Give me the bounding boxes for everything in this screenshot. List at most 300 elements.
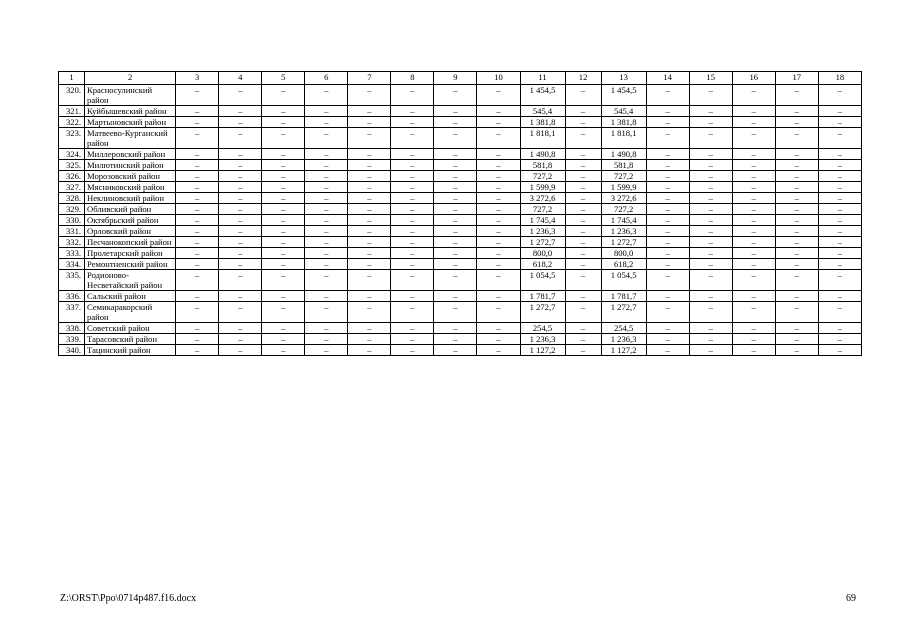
value-cell: – bbox=[565, 302, 601, 323]
value-cell: – bbox=[348, 215, 391, 226]
district-name-cell: Орловский район bbox=[85, 226, 176, 237]
value-cell: – bbox=[732, 85, 775, 106]
value-cell: – bbox=[818, 215, 861, 226]
value-cell: – bbox=[565, 345, 601, 356]
table-row bbox=[59, 215, 862, 226]
value-cell: – bbox=[219, 106, 262, 117]
value-cell: – bbox=[818, 291, 861, 302]
value-cell: – bbox=[305, 149, 348, 160]
row-number-cell: 331. bbox=[59, 226, 85, 237]
value-cell: – bbox=[775, 345, 818, 356]
value-cell: – bbox=[262, 302, 305, 323]
table-row bbox=[59, 149, 862, 160]
value-cell: 254,5 bbox=[601, 323, 646, 334]
value-cell: – bbox=[305, 334, 348, 345]
value-cell: – bbox=[818, 193, 861, 204]
value-cell: 581,8 bbox=[601, 160, 646, 171]
value-cell: 1 454,5 bbox=[520, 85, 565, 106]
value-cell: – bbox=[775, 204, 818, 215]
value-cell: – bbox=[305, 248, 348, 259]
column-number-cell: 13 bbox=[601, 72, 646, 85]
value-cell: – bbox=[646, 106, 689, 117]
value-cell: – bbox=[818, 182, 861, 193]
value-cell: – bbox=[305, 345, 348, 356]
value-cell: – bbox=[348, 323, 391, 334]
value-cell: – bbox=[646, 226, 689, 237]
table-row bbox=[59, 226, 862, 237]
column-number-cell: 2 bbox=[85, 72, 176, 85]
value-cell: – bbox=[646, 85, 689, 106]
value-cell: – bbox=[565, 171, 601, 182]
value-cell: – bbox=[391, 323, 434, 334]
value-cell: – bbox=[305, 117, 348, 128]
value-cell: 800,0 bbox=[601, 248, 646, 259]
row-number-cell: 334. bbox=[59, 259, 85, 270]
table-row bbox=[59, 248, 862, 259]
table-row bbox=[59, 204, 862, 215]
value-cell: – bbox=[818, 85, 861, 106]
value-cell: – bbox=[262, 117, 305, 128]
value-cell: 727,2 bbox=[520, 171, 565, 182]
row-number-cell: 337. bbox=[59, 302, 85, 323]
value-cell: – bbox=[732, 215, 775, 226]
value-cell: – bbox=[689, 270, 732, 291]
value-cell: – bbox=[434, 193, 477, 204]
value-cell: – bbox=[262, 291, 305, 302]
value-cell: – bbox=[477, 117, 520, 128]
value-cell: – bbox=[305, 193, 348, 204]
value-cell: 727,2 bbox=[601, 204, 646, 215]
value-cell: – bbox=[348, 302, 391, 323]
value-cell: – bbox=[689, 149, 732, 160]
value-cell: – bbox=[176, 215, 219, 226]
value-cell: – bbox=[219, 270, 262, 291]
table-row bbox=[59, 237, 862, 248]
district-name-cell: Ремонтненский район bbox=[85, 259, 176, 270]
district-name-cell: Милютинский район bbox=[85, 160, 176, 171]
value-cell: – bbox=[219, 302, 262, 323]
value-cell: – bbox=[348, 345, 391, 356]
value-cell: – bbox=[262, 128, 305, 149]
value-cell: – bbox=[646, 302, 689, 323]
value-cell: – bbox=[477, 160, 520, 171]
value-cell: – bbox=[305, 226, 348, 237]
value-cell: – bbox=[391, 215, 434, 226]
value-cell: – bbox=[775, 291, 818, 302]
value-cell: – bbox=[565, 334, 601, 345]
value-cell: – bbox=[176, 334, 219, 345]
column-number-cell: 8 bbox=[391, 72, 434, 85]
value-cell: – bbox=[565, 237, 601, 248]
column-number-cell: 11 bbox=[520, 72, 565, 85]
value-cell: – bbox=[219, 237, 262, 248]
table-row bbox=[59, 85, 862, 106]
value-cell: – bbox=[391, 259, 434, 270]
district-name-cell: Куйбышевский район bbox=[85, 106, 176, 117]
value-cell: 1 236,3 bbox=[520, 226, 565, 237]
value-cell: – bbox=[391, 237, 434, 248]
table-row bbox=[59, 323, 862, 334]
value-cell: 545,4 bbox=[601, 106, 646, 117]
value-cell: – bbox=[305, 237, 348, 248]
table-row bbox=[59, 345, 862, 356]
value-cell: – bbox=[348, 204, 391, 215]
value-cell: – bbox=[646, 193, 689, 204]
value-cell: – bbox=[689, 345, 732, 356]
value-cell: – bbox=[348, 171, 391, 182]
value-cell: – bbox=[262, 85, 305, 106]
value-cell: – bbox=[391, 106, 434, 117]
value-cell: – bbox=[305, 85, 348, 106]
value-cell: – bbox=[477, 270, 520, 291]
value-cell: 581,8 bbox=[520, 160, 565, 171]
value-cell: 1 236,3 bbox=[601, 334, 646, 345]
district-name-cell: Неклиновский район bbox=[85, 193, 176, 204]
value-cell: – bbox=[219, 259, 262, 270]
value-cell: – bbox=[818, 323, 861, 334]
value-cell: – bbox=[775, 302, 818, 323]
column-number-cell: 10 bbox=[477, 72, 520, 85]
value-cell: 1 127,2 bbox=[520, 345, 565, 356]
value-cell: – bbox=[477, 182, 520, 193]
value-cell: – bbox=[565, 160, 601, 171]
column-number-cell: 12 bbox=[565, 72, 601, 85]
value-cell: – bbox=[176, 291, 219, 302]
value-cell: 1 781,7 bbox=[601, 291, 646, 302]
value-cell: – bbox=[646, 182, 689, 193]
value-cell: – bbox=[434, 270, 477, 291]
value-cell: – bbox=[477, 259, 520, 270]
value-cell: 1 381,8 bbox=[520, 117, 565, 128]
value-cell: – bbox=[176, 171, 219, 182]
value-cell: – bbox=[732, 204, 775, 215]
column-number-header-row bbox=[59, 72, 862, 85]
value-cell: – bbox=[477, 215, 520, 226]
value-cell: – bbox=[176, 323, 219, 334]
value-cell: – bbox=[732, 182, 775, 193]
value-cell: 1 381,8 bbox=[601, 117, 646, 128]
value-cell: – bbox=[818, 259, 861, 270]
value-cell: – bbox=[818, 237, 861, 248]
value-cell: – bbox=[219, 85, 262, 106]
district-name-cell: Тацинский район bbox=[85, 345, 176, 356]
value-cell: – bbox=[689, 204, 732, 215]
value-cell: – bbox=[262, 226, 305, 237]
value-cell: – bbox=[434, 226, 477, 237]
value-cell: – bbox=[391, 334, 434, 345]
value-cell: – bbox=[646, 334, 689, 345]
value-cell: – bbox=[689, 323, 732, 334]
value-cell: 1 236,3 bbox=[520, 334, 565, 345]
value-cell: – bbox=[219, 248, 262, 259]
value-cell: – bbox=[262, 160, 305, 171]
column-number-cell: 1 bbox=[59, 72, 85, 85]
district-name-cell: Красносулинский район bbox=[85, 85, 176, 106]
district-name-cell: Морозовский район bbox=[85, 171, 176, 182]
value-cell: – bbox=[434, 323, 477, 334]
value-cell: – bbox=[775, 193, 818, 204]
value-cell: – bbox=[775, 149, 818, 160]
value-cell: – bbox=[689, 160, 732, 171]
value-cell: – bbox=[477, 204, 520, 215]
value-cell: – bbox=[348, 226, 391, 237]
column-number-cell: 18 bbox=[818, 72, 861, 85]
value-cell: – bbox=[732, 160, 775, 171]
value-cell: – bbox=[565, 291, 601, 302]
row-number-cell: 321. bbox=[59, 106, 85, 117]
value-cell: – bbox=[391, 193, 434, 204]
value-cell: – bbox=[775, 270, 818, 291]
value-cell: – bbox=[434, 106, 477, 117]
value-cell: – bbox=[434, 149, 477, 160]
value-cell: 3 272,6 bbox=[601, 193, 646, 204]
value-cell: – bbox=[219, 193, 262, 204]
value-cell: 1 272,7 bbox=[520, 237, 565, 248]
value-cell: – bbox=[348, 160, 391, 171]
value-cell: – bbox=[689, 117, 732, 128]
value-cell: – bbox=[348, 117, 391, 128]
value-cell: – bbox=[219, 117, 262, 128]
value-cell: – bbox=[477, 193, 520, 204]
value-cell: – bbox=[646, 171, 689, 182]
row-number-cell: 339. bbox=[59, 334, 85, 345]
value-cell: – bbox=[348, 85, 391, 106]
value-cell: 1 490,8 bbox=[601, 149, 646, 160]
value-cell: – bbox=[689, 128, 732, 149]
value-cell: 545,4 bbox=[520, 106, 565, 117]
value-cell: – bbox=[262, 149, 305, 160]
value-cell: – bbox=[262, 270, 305, 291]
value-cell: – bbox=[775, 259, 818, 270]
value-cell: – bbox=[565, 106, 601, 117]
document-file-path: Z:\ORST\Ppo\0714p487.f16.docx bbox=[60, 593, 197, 604]
row-number-cell: 335. bbox=[59, 270, 85, 291]
column-number-cell: 6 bbox=[305, 72, 348, 85]
row-number-cell: 340. bbox=[59, 345, 85, 356]
value-cell: – bbox=[565, 204, 601, 215]
value-cell: – bbox=[176, 302, 219, 323]
value-cell: – bbox=[391, 302, 434, 323]
district-name-cell: Мартыновский район bbox=[85, 117, 176, 128]
value-cell: – bbox=[305, 215, 348, 226]
value-cell: – bbox=[305, 106, 348, 117]
value-cell: – bbox=[818, 270, 861, 291]
column-number-cell: 16 bbox=[732, 72, 775, 85]
value-cell: – bbox=[689, 291, 732, 302]
table-row bbox=[59, 160, 862, 171]
value-cell: – bbox=[689, 237, 732, 248]
value-cell: – bbox=[646, 204, 689, 215]
value-cell: – bbox=[732, 149, 775, 160]
value-cell: – bbox=[565, 128, 601, 149]
value-cell: – bbox=[646, 215, 689, 226]
value-cell: – bbox=[391, 149, 434, 160]
value-cell: – bbox=[434, 291, 477, 302]
value-cell: – bbox=[775, 226, 818, 237]
value-cell: – bbox=[477, 334, 520, 345]
column-number-cell: 3 bbox=[176, 72, 219, 85]
table-row bbox=[59, 128, 862, 149]
value-cell: 727,2 bbox=[520, 204, 565, 215]
value-cell: – bbox=[391, 248, 434, 259]
page-number: 69 bbox=[846, 593, 856, 604]
table-row bbox=[59, 182, 862, 193]
row-number-cell: 329. bbox=[59, 204, 85, 215]
value-cell: – bbox=[219, 215, 262, 226]
value-cell: – bbox=[434, 248, 477, 259]
value-cell: – bbox=[391, 182, 434, 193]
column-number-cell: 4 bbox=[219, 72, 262, 85]
value-cell: – bbox=[646, 259, 689, 270]
value-cell: – bbox=[818, 248, 861, 259]
district-name-cell: Сальский район bbox=[85, 291, 176, 302]
value-cell: 1 818,1 bbox=[601, 128, 646, 149]
value-cell: – bbox=[348, 149, 391, 160]
value-cell: 1 272,7 bbox=[601, 237, 646, 248]
value-cell: – bbox=[391, 171, 434, 182]
row-number-cell: 336. bbox=[59, 291, 85, 302]
row-number-cell: 328. bbox=[59, 193, 85, 204]
value-cell: – bbox=[262, 237, 305, 248]
district-name-cell: Родионово-Несветайский район bbox=[85, 270, 176, 291]
value-cell: – bbox=[176, 345, 219, 356]
row-number-cell: 333. bbox=[59, 248, 85, 259]
value-cell: – bbox=[219, 160, 262, 171]
value-cell: – bbox=[176, 248, 219, 259]
value-cell: – bbox=[348, 193, 391, 204]
value-cell: 1 127,2 bbox=[601, 345, 646, 356]
value-cell: – bbox=[689, 193, 732, 204]
value-cell: – bbox=[176, 204, 219, 215]
value-cell: – bbox=[689, 248, 732, 259]
value-cell: – bbox=[391, 117, 434, 128]
value-cell: – bbox=[646, 345, 689, 356]
value-cell: – bbox=[477, 85, 520, 106]
value-cell: – bbox=[391, 226, 434, 237]
value-cell: – bbox=[348, 182, 391, 193]
value-cell: – bbox=[818, 345, 861, 356]
value-cell: 1 745,4 bbox=[601, 215, 646, 226]
value-cell: 618,2 bbox=[520, 259, 565, 270]
table-row bbox=[59, 259, 862, 270]
value-cell: – bbox=[477, 226, 520, 237]
value-cell: – bbox=[565, 259, 601, 270]
row-number-cell: 330. bbox=[59, 215, 85, 226]
value-cell: – bbox=[434, 302, 477, 323]
value-cell: – bbox=[348, 291, 391, 302]
district-name-cell: Пролетарский район bbox=[85, 248, 176, 259]
value-cell: 618,2 bbox=[601, 259, 646, 270]
table-row bbox=[59, 302, 862, 323]
value-cell: – bbox=[176, 85, 219, 106]
value-cell: – bbox=[477, 237, 520, 248]
value-cell: – bbox=[565, 248, 601, 259]
value-cell: – bbox=[689, 259, 732, 270]
district-name-cell: Миллеровский район bbox=[85, 149, 176, 160]
value-cell: – bbox=[732, 323, 775, 334]
value-cell: – bbox=[732, 128, 775, 149]
value-cell: – bbox=[219, 345, 262, 356]
value-cell: – bbox=[732, 226, 775, 237]
value-cell: – bbox=[262, 182, 305, 193]
table-row bbox=[59, 193, 862, 204]
value-cell: – bbox=[305, 171, 348, 182]
value-cell: 1 818,1 bbox=[520, 128, 565, 149]
value-cell: – bbox=[219, 149, 262, 160]
value-cell: – bbox=[348, 237, 391, 248]
value-cell: – bbox=[305, 259, 348, 270]
value-cell: 800,0 bbox=[520, 248, 565, 259]
value-cell: – bbox=[818, 106, 861, 117]
value-cell: 1 236,3 bbox=[601, 226, 646, 237]
value-cell: – bbox=[477, 149, 520, 160]
value-cell: – bbox=[434, 204, 477, 215]
table-row bbox=[59, 106, 862, 117]
value-cell: – bbox=[775, 160, 818, 171]
value-cell: – bbox=[219, 323, 262, 334]
value-cell: – bbox=[646, 323, 689, 334]
value-cell: – bbox=[176, 237, 219, 248]
value-cell: – bbox=[775, 215, 818, 226]
district-name-cell: Октябрьский район bbox=[85, 215, 176, 226]
value-cell: – bbox=[305, 291, 348, 302]
value-cell: – bbox=[176, 182, 219, 193]
value-cell: – bbox=[305, 160, 348, 171]
value-cell: – bbox=[434, 117, 477, 128]
value-cell: – bbox=[176, 106, 219, 117]
value-cell: – bbox=[477, 106, 520, 117]
value-cell: – bbox=[262, 259, 305, 270]
value-cell: – bbox=[305, 204, 348, 215]
value-cell: – bbox=[646, 160, 689, 171]
row-number-cell: 320. bbox=[59, 85, 85, 106]
value-cell: – bbox=[565, 85, 601, 106]
value-cell: – bbox=[818, 128, 861, 149]
value-cell: – bbox=[219, 171, 262, 182]
value-cell: – bbox=[818, 160, 861, 171]
value-cell: – bbox=[219, 334, 262, 345]
value-cell: – bbox=[391, 270, 434, 291]
value-cell: – bbox=[434, 215, 477, 226]
value-cell: – bbox=[262, 334, 305, 345]
value-cell: – bbox=[818, 171, 861, 182]
row-number-cell: 327. bbox=[59, 182, 85, 193]
column-number-cell: 15 bbox=[689, 72, 732, 85]
value-cell: – bbox=[689, 171, 732, 182]
value-cell: – bbox=[434, 345, 477, 356]
value-cell: – bbox=[689, 226, 732, 237]
value-cell: – bbox=[818, 226, 861, 237]
value-cell: – bbox=[391, 128, 434, 149]
value-cell: – bbox=[818, 149, 861, 160]
column-number-cell: 9 bbox=[434, 72, 477, 85]
table-row bbox=[59, 291, 862, 302]
value-cell: – bbox=[305, 302, 348, 323]
value-cell: – bbox=[434, 334, 477, 345]
value-cell: – bbox=[305, 323, 348, 334]
value-cell: – bbox=[732, 117, 775, 128]
value-cell: – bbox=[348, 248, 391, 259]
value-cell: – bbox=[732, 270, 775, 291]
value-cell: – bbox=[391, 345, 434, 356]
value-cell: – bbox=[565, 226, 601, 237]
value-cell: – bbox=[219, 291, 262, 302]
value-cell: – bbox=[219, 226, 262, 237]
value-cell: 3 272,6 bbox=[520, 193, 565, 204]
value-cell: 1 781,7 bbox=[520, 291, 565, 302]
value-cell: – bbox=[689, 334, 732, 345]
value-cell: – bbox=[646, 149, 689, 160]
